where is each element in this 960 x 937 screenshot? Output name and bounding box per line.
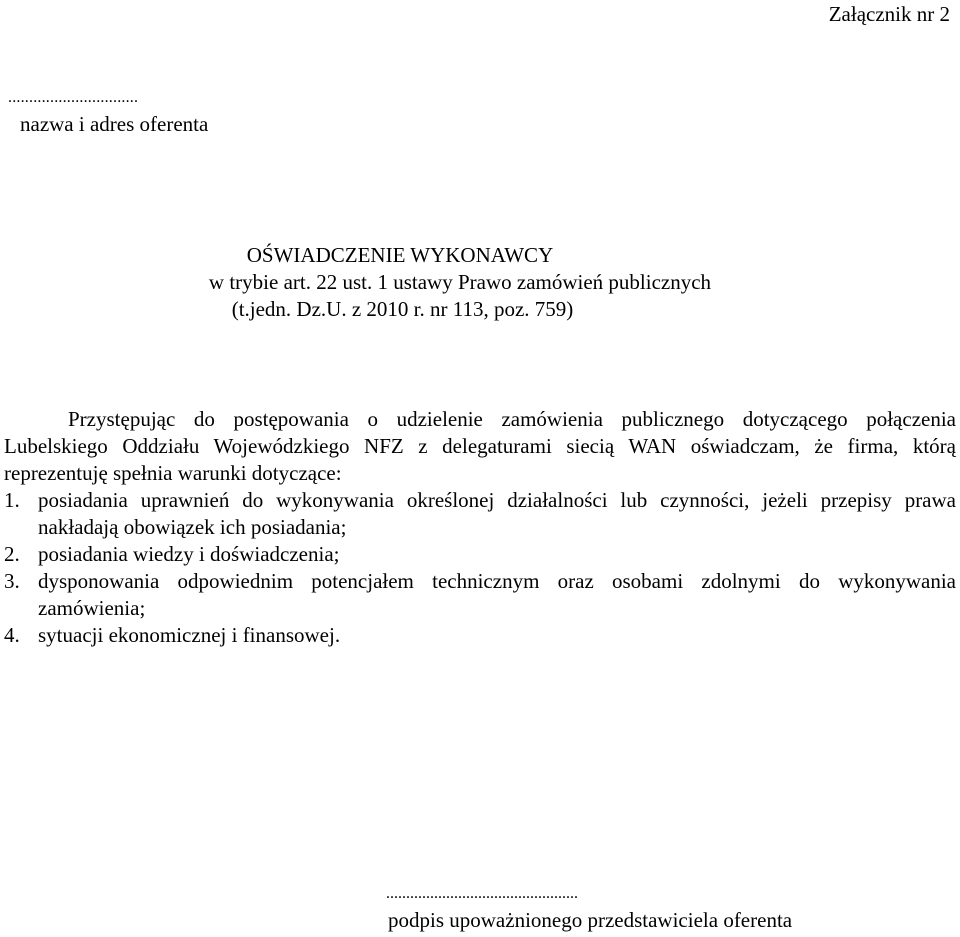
list-item-text: posiadania uprawnień do wykonywania określonej działalności lub czynności, jeżeli przepisy prawa nakładają obowiązek ich posiadania; [38,488,956,539]
list-item-text: dysponowania odpowiednim potencjałem technicznym oraz osobami zdolnymi do wykonywania zamówienia; [38,569,956,620]
title-line-3: (t.jedn. Dz.U. z 2010 r. nr 113, poz. 759) [231,297,574,321]
signature-label: podpis upoważnionego przedstawiciela oferenta [388,908,793,932]
list-item-text: posiadania wiedzy i doświadczenia; [38,542,340,566]
list-item-number: 2. [4,542,20,566]
bidder-name-address-label: nazwa i adres oferenta [20,112,209,136]
list-item [4,487,956,541]
list-item [4,541,956,568]
attachment-number: Załącznik nr 2 [828,2,950,26]
statement-body [4,406,956,649]
conditions-list [4,487,956,649]
statement-intro [4,406,956,487]
list-item [4,568,956,622]
title-line-2: w trybie art. 22 ust. 1 ustawy Prawo zamówień publicznych [208,270,712,294]
list-item [4,622,956,649]
list-item-number: 1. [4,488,20,512]
document-title [0,242,960,323]
signature-fill-line: ................................................ [386,885,578,902]
title-line-1: OŚWIADCZENIE WYKONAWCY [246,243,554,267]
bidder-fill-line: ............................... [8,89,139,106]
statement-intro-text: Przystępując do postępowania o udzielenie zamówienia publicznego dotyczącego połączenia Lubelskiego Oddziału Wojewódzkiego NFZ z delegaturami siecią WAN oświadczam, że firma, którą reprezentuję spełnia warunki dotyczące: [4,407,956,485]
list-item-text: sytuacji ekonomicznej i finansowej. [38,623,341,647]
list-item-number: 3. [4,569,20,593]
list-item-number: 4. [4,623,20,647]
